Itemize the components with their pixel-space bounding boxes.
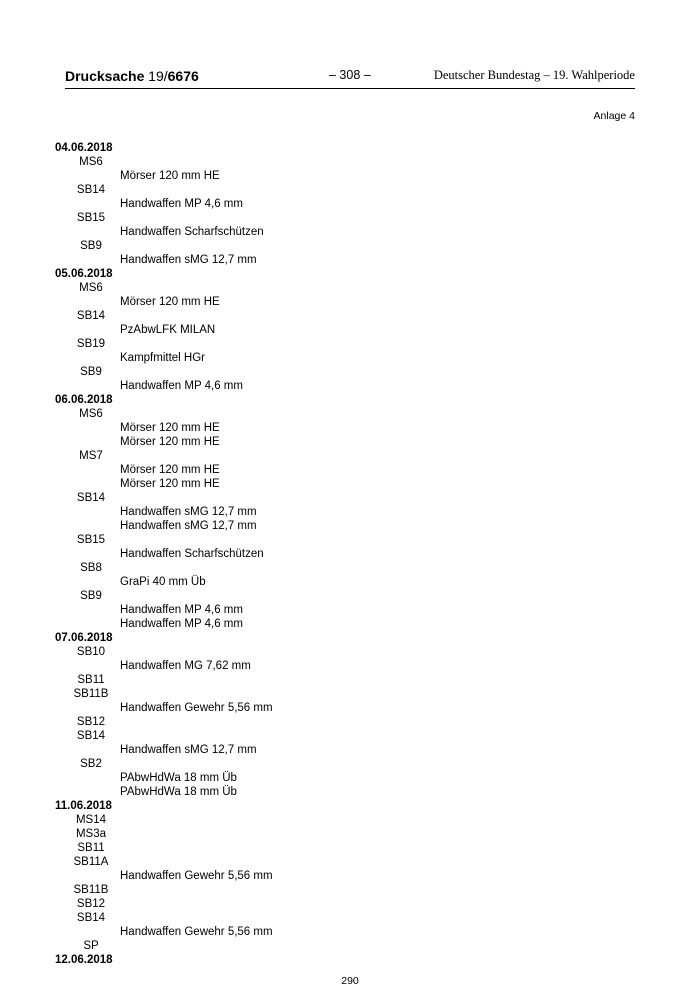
weapon-item: Mörser 120 mm HE (120, 170, 220, 182)
weapon-item: Handwaffen MP 4,6 mm (120, 198, 243, 210)
listing-row (0, 535, 700, 549)
listing-row (0, 157, 700, 171)
weapon-item: GraPi 40 mm Üb (120, 576, 206, 588)
recipient-code: MS3a (75, 828, 107, 840)
listing-row (0, 801, 700, 815)
listing-row (0, 213, 700, 227)
listing-row (0, 591, 700, 605)
listing-row (0, 661, 700, 675)
listing-row (0, 199, 700, 213)
listing-row (0, 549, 700, 563)
recipient-code: SP (83, 940, 99, 952)
recipient-code: SB8 (80, 562, 102, 574)
delivery-date: 04.06.2018 (55, 142, 113, 154)
weapon-item: PzAbwLFK MILAN (120, 324, 216, 336)
listing-row (0, 283, 700, 297)
recipient-code: SB11B (73, 688, 109, 700)
listing-row (0, 311, 700, 325)
recipient-code: SB11 (77, 842, 105, 854)
weapon-item: Mörser 120 mm HE (120, 464, 220, 476)
recipient-code: SB11A (73, 856, 109, 868)
listing-row (0, 395, 700, 409)
recipient-code: SB11B (73, 884, 109, 896)
recipient-code: SB12 (76, 898, 106, 910)
listing-row (0, 171, 700, 185)
listing-row (0, 451, 700, 465)
listing-row (0, 871, 700, 885)
listing-row (0, 269, 700, 283)
weapon-item: Mörser 120 mm HE (120, 422, 220, 434)
header-doc-label: Drucksache (65, 68, 145, 84)
listing-row (0, 563, 700, 577)
listing-row (0, 619, 700, 633)
listing-row (0, 521, 700, 535)
recipient-code: SB10 (76, 646, 106, 658)
listing-row (0, 885, 700, 899)
listing-row (0, 787, 700, 801)
footer-page-number: 290 (341, 975, 359, 987)
listing-row (0, 843, 700, 857)
listing-row (0, 479, 700, 493)
recipient-code: MS6 (79, 282, 103, 294)
weapon-item: Handwaffen sMG 12,7 mm (120, 506, 257, 518)
header-parliament-term: Deutscher Bundestag – 19. Wahlperiode (433, 68, 635, 82)
listing-row (0, 731, 700, 745)
recipient-code: SB11 (77, 674, 105, 686)
listing-row (0, 255, 700, 269)
listing-row (0, 633, 700, 647)
listing-row (0, 703, 700, 717)
listing-row (0, 745, 700, 759)
annex-label: Anlage 4 (593, 110, 635, 122)
listing-row (0, 493, 700, 507)
weapon-item: Handwaffen Gewehr 5,56 mm (120, 926, 273, 938)
listing-row (0, 773, 700, 787)
listing-row (0, 941, 700, 955)
weapon-item: Handwaffen MP 4,6 mm (120, 618, 243, 630)
page-header (65, 68, 635, 89)
recipient-code: MS6 (79, 156, 103, 168)
delivery-date: 12.06.2018 (55, 954, 113, 966)
recipient-code: SB14 (76, 184, 106, 196)
weapon-item: PAbwHdWa 18 mm Üb (120, 772, 237, 784)
listing-row (0, 437, 700, 451)
listing-row (0, 955, 700, 969)
listing-row (0, 381, 700, 395)
listing-row (0, 423, 700, 437)
listing-row (0, 605, 700, 619)
listing-row (0, 857, 700, 871)
recipient-code: SB19 (76, 338, 106, 350)
recipient-code: SB15 (76, 534, 106, 546)
recipient-code: MS7 (79, 450, 103, 462)
weapon-item: Handwaffen sMG 12,7 mm (120, 744, 257, 756)
delivery-date: 05.06.2018 (55, 268, 113, 280)
recipient-code: SB9 (80, 590, 102, 602)
listing-row (0, 143, 700, 157)
weapon-item: Handwaffen MP 4,6 mm (120, 380, 243, 392)
listing-row (0, 717, 700, 731)
listing-row (0, 899, 700, 913)
weapon-item: Handwaffen Scharfschützen (120, 548, 264, 560)
delivery-date: 11.06.2018 (55, 800, 112, 812)
listing-row (0, 815, 700, 829)
weapon-item: Mörser 120 mm HE (120, 436, 220, 448)
listing-row (0, 297, 700, 311)
weapon-item: Handwaffen Scharfschützen (120, 226, 264, 238)
listing-row (0, 339, 700, 353)
arms-delivery-listing (0, 143, 700, 969)
weapon-item: Mörser 120 mm HE (120, 296, 220, 308)
recipient-code: SB14 (76, 310, 106, 322)
header-doc-number-prefix: 19/ (148, 68, 168, 84)
weapon-item: Handwaffen sMG 12,7 mm (120, 254, 257, 266)
recipient-code: MS6 (79, 408, 103, 420)
recipient-code: SB14 (76, 492, 106, 504)
listing-row (0, 927, 700, 941)
listing-row (0, 353, 700, 367)
listing-row (0, 759, 700, 773)
listing-row (0, 913, 700, 927)
recipient-code: SB9 (80, 240, 102, 252)
weapon-item: Handwaffen Gewehr 5,56 mm (120, 702, 273, 714)
weapon-item: Kampfmittel HGr (120, 352, 205, 364)
page-footer (0, 975, 700, 987)
weapon-item: Handwaffen MG 7,62 mm (120, 660, 251, 672)
weapon-item: Handwaffen sMG 12,7 mm (120, 520, 257, 532)
listing-row (0, 241, 700, 255)
header-page-marker: – 308 – (329, 68, 371, 82)
header-doc-number: 6676 (167, 68, 199, 84)
delivery-date: 06.06.2018 (55, 394, 113, 406)
recipient-code: SB12 (76, 716, 106, 728)
recipient-code: MS14 (75, 814, 107, 826)
listing-row (0, 829, 700, 843)
weapon-item: Mörser 120 mm HE (120, 478, 220, 490)
recipient-code: SB9 (80, 366, 102, 378)
listing-row (0, 689, 700, 703)
recipient-code: SB14 (76, 912, 106, 924)
weapon-item: PAbwHdWa 18 mm Üb (120, 786, 237, 798)
weapon-item: Handwaffen MP 4,6 mm (120, 604, 243, 616)
listing-row (0, 675, 700, 689)
listing-row (0, 507, 700, 521)
listing-row (0, 647, 700, 661)
header-document-reference (65, 68, 199, 84)
listing-row (0, 409, 700, 423)
listing-row (0, 367, 700, 381)
recipient-code: SB2 (80, 758, 102, 770)
recipient-code: SB15 (76, 212, 106, 224)
listing-row (0, 465, 700, 479)
delivery-date: 07.06.2018 (55, 632, 113, 644)
listing-row (0, 325, 700, 339)
listing-row (0, 577, 700, 591)
listing-row (0, 227, 700, 241)
recipient-code: SB14 (76, 730, 106, 742)
weapon-item: Handwaffen Gewehr 5,56 mm (120, 870, 273, 882)
listing-row (0, 185, 700, 199)
